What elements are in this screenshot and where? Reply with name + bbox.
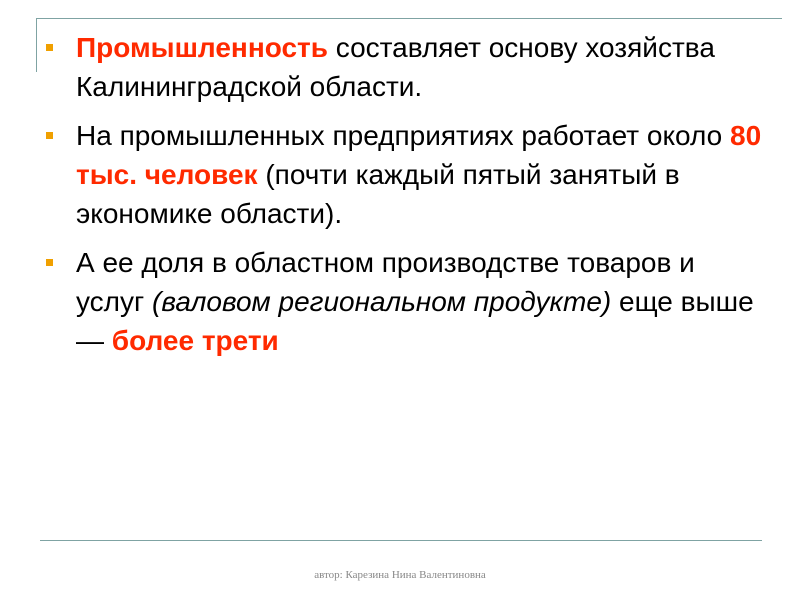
body-text: А ее доля в областном производстве товаров и услуг xyxy=(76,247,695,317)
bottom-rule xyxy=(40,540,762,541)
bullet-item-1 xyxy=(40,28,770,106)
body-text: еще выше — xyxy=(76,286,754,356)
top-rule xyxy=(36,18,782,19)
highlight-text: Промышленность xyxy=(76,32,328,63)
italic-text: (валовом региональном продукте) xyxy=(152,286,612,317)
bullet-item-3 xyxy=(40,243,770,360)
top-left-rule xyxy=(36,18,37,72)
highlight-text: 80 тыс. человек xyxy=(76,120,762,190)
body-text: На промышленных предприятиях работает около xyxy=(76,120,730,151)
bullet-list xyxy=(40,28,770,370)
body-text: (почти каждый пятый занятый в экономике области). xyxy=(76,159,680,229)
body-text: составляет основу хозяйства Калининградской области. xyxy=(76,32,715,102)
square-bullet-icon xyxy=(46,44,53,51)
highlight-text: более трети xyxy=(111,325,279,356)
square-bullet-icon xyxy=(46,132,53,139)
square-bullet-icon xyxy=(46,259,53,266)
bullet-item-2 xyxy=(40,116,770,233)
author-footer: автор: Карезина Нина Валентиновна xyxy=(314,569,486,581)
